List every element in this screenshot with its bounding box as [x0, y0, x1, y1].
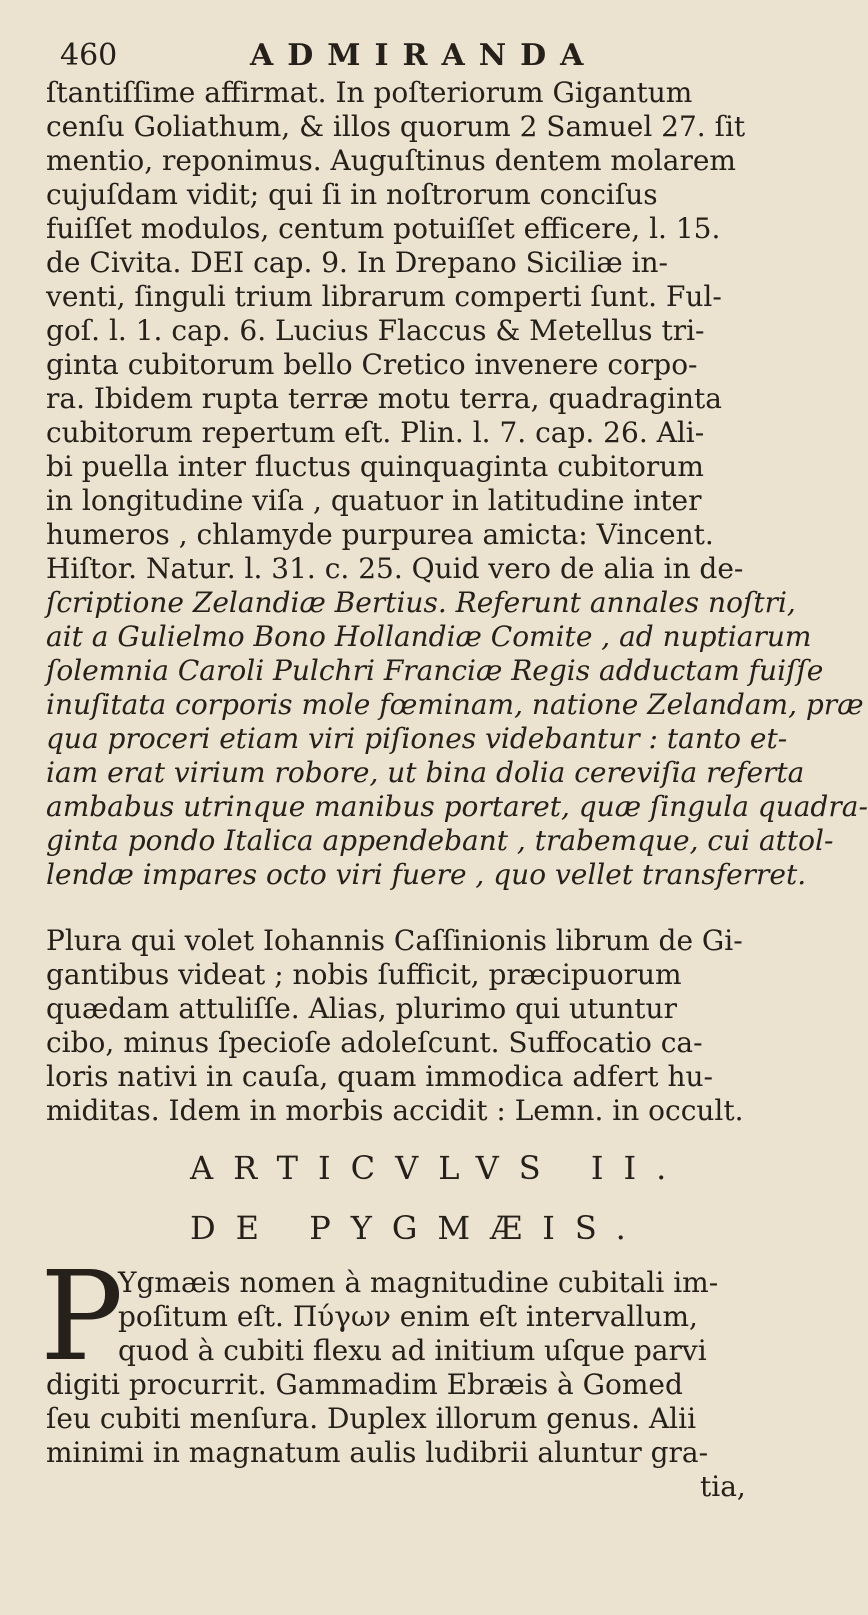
catchword: tia,: [700, 1470, 746, 1503]
section-line: Ygmæis nomen à magnitudine cubitali im-: [118, 1266, 719, 1299]
text-line: ſtantiſſime affirmat. In poſteriorum Gigantum: [46, 76, 693, 109]
section-line: poſitum eſt. Πύγων enim eſt intervallum,: [118, 1300, 698, 1333]
text-line: inuſitata corporis mole fœminam, natione Zelandam, præ: [46, 688, 864, 721]
text-line: ginta cubitorum bello Cretico invenere corpo-: [46, 348, 698, 381]
text-line: lendæ impares octo viri fuere , quo vellet transferret.: [46, 858, 807, 891]
text-line: ra. Ibidem rupta terræ motu terra, quadraginta: [46, 382, 722, 415]
text-line: ginta pondo Italica appendebant , trabemque, cui attol-: [46, 824, 834, 857]
article-heading: ARTICVLVS II.: [190, 1149, 687, 1187]
section-line: minimi in magnatum aulis ludibrii aluntur gra-: [46, 1436, 709, 1469]
text-line: mentio, reponimus. Auguſtinus dentem molarem: [46, 144, 736, 177]
page-number: 460: [60, 38, 118, 73]
section-line: ſeu cubiti menſura. Duplex illorum genus. Alii: [46, 1402, 697, 1435]
text-line: goſ. l. 1. cap. 6. Lucius Flaccus & Metellus tri-: [46, 314, 705, 347]
section-line: digiti procurrit. Gammadim Ebræis à Gomed: [46, 1368, 683, 1401]
text-line: humeros , chlamyde purpurea amicta: Vincent.: [46, 518, 714, 551]
text-line: ſolemnia Caroli Pulchri Franciæ Regis adductam fuiſſe: [46, 654, 824, 687]
text-line: qua proceri etiam viri piſiones videbantur : tanto et-: [46, 722, 788, 755]
text-line: cubitorum repertum eſt. Plin. l. 7. cap. 26. Ali-: [46, 416, 705, 449]
section-heading: DE PYGMÆIS.: [190, 1209, 646, 1247]
text-line: ait a Gulielmo Bono Hollandiæ Comite , ad nuptiarum: [46, 620, 812, 653]
text-line: cenſu Goliathum, & illos quorum 2 Samuel 27. ſit: [46, 110, 746, 143]
running-header: [60, 36, 740, 76]
text-line: loris nativi in cauſa, quam immodica adfert hu-: [46, 1060, 713, 1093]
section-line: quod à cubiti flexu ad initium uſque parvi: [118, 1334, 707, 1367]
running-title: ADMIRANDA: [250, 38, 598, 73]
drop-cap: P: [40, 1245, 124, 1389]
text-line: fuiſſet modulos, centum potuiſſet efficere, l. 15.: [46, 212, 721, 245]
text-line: Hiſtor. Natur. l. 31. c. 25. Quid vero de alia in de-: [46, 552, 744, 585]
text-line: miditas. Idem in morbis accidit : Lemn. in occult.: [46, 1094, 744, 1127]
text-line: de Civita. DEI cap. 9. In Drepano Siciliæ in-: [46, 246, 669, 279]
text-line: iam erat virium robore, ut bina dolia cereviſia referta: [46, 756, 805, 789]
text-line: venti, ſinguli trium librarum comperti ſunt. Ful-: [46, 280, 722, 313]
text-line: gantibus videat ; nobis ſufficit, præcipuorum: [46, 958, 682, 991]
text-line: bi puella inter fluctus quinquaginta cubitorum: [46, 450, 704, 483]
text-line: in longitudine viſa , quatuor in latitudine inter: [46, 484, 702, 517]
text-line: cibo, minus ſpecioſe adoleſcunt. Suffocatio ca-: [46, 1026, 703, 1059]
text-line: ambabus utrinque manibus portaret, quæ ſingula quadra-: [46, 790, 868, 823]
text-line: Plura qui volet Iohannis Caſſinionis librum de Gi-: [46, 924, 743, 957]
text-line: quædam attuliſſe. Alias, plurimo qui utuntur: [46, 992, 677, 1025]
text-line: ſcriptione Zelandiæ Bertius. Referunt annales noſtri,: [46, 586, 796, 619]
text-line: cujuſdam vidit; qui ſi in noſtrorum conciſus: [46, 178, 658, 211]
